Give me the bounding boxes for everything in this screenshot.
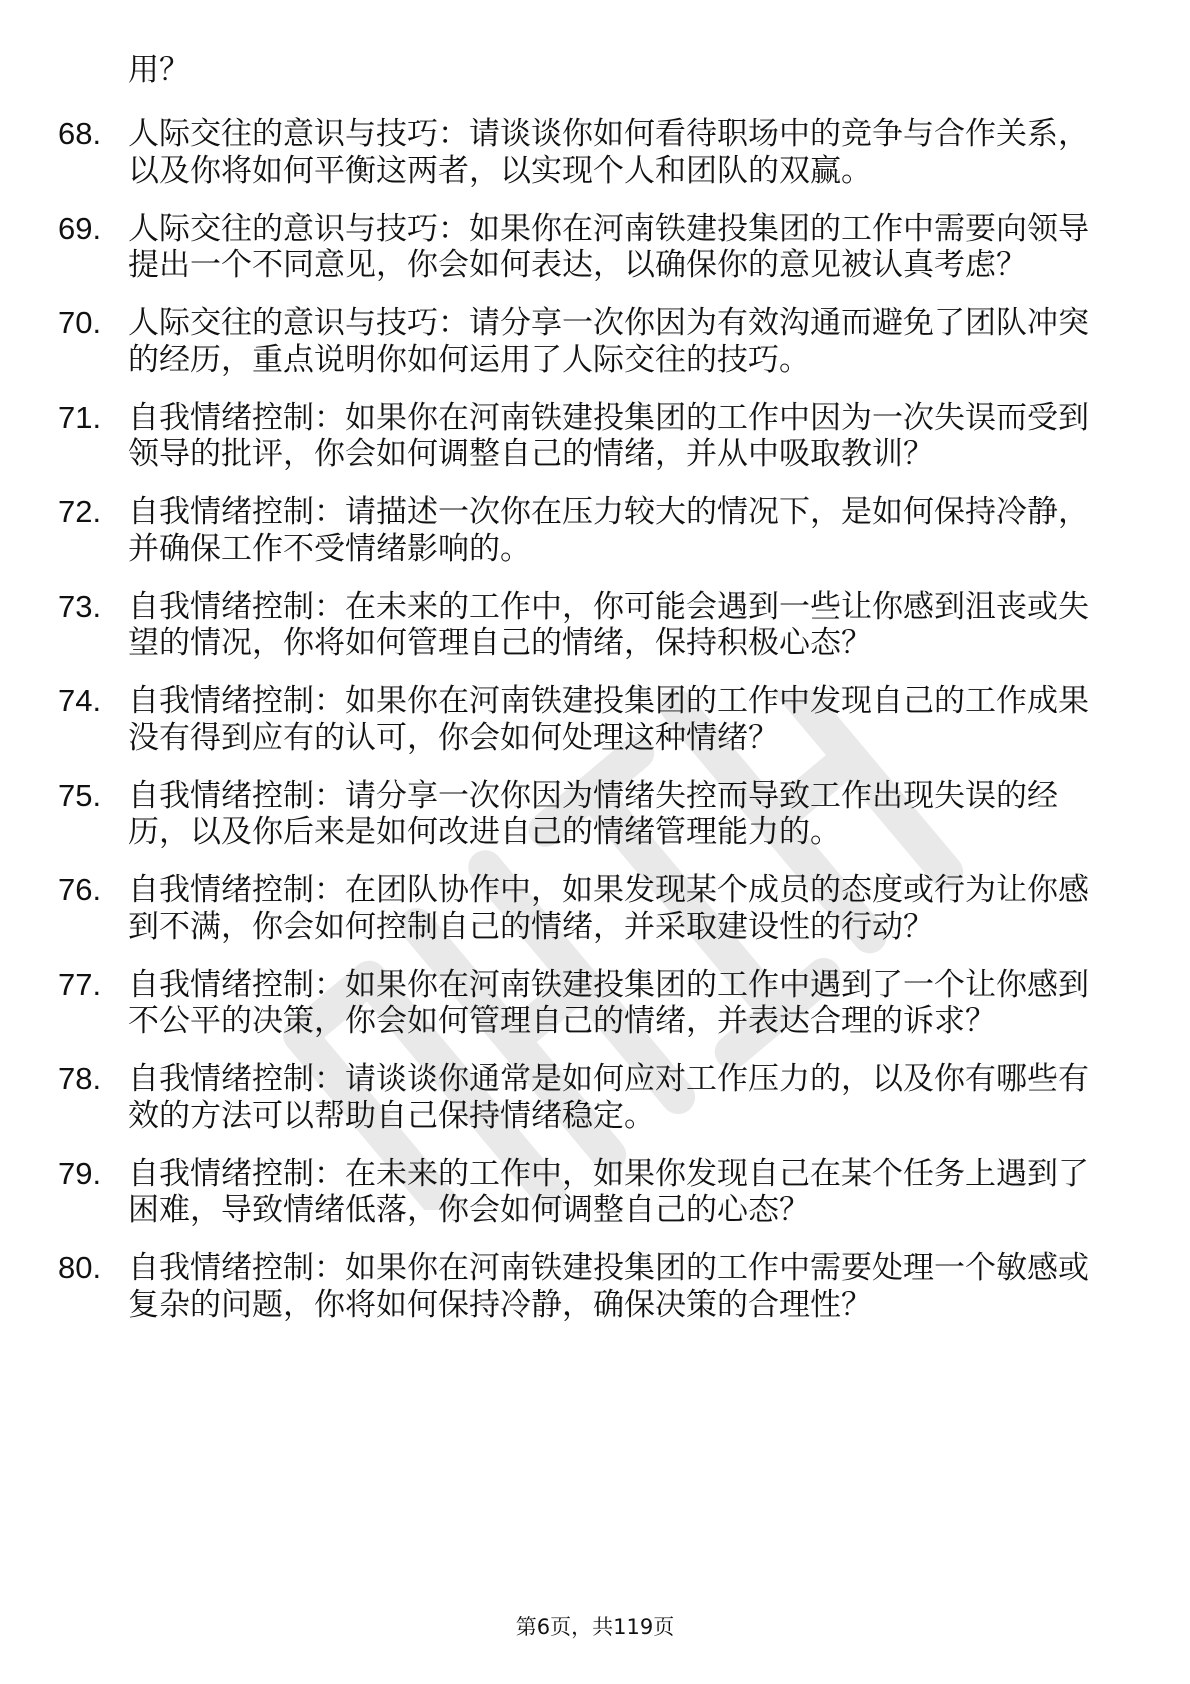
question-text: 自我情绪控制：请谈谈你通常是如何应对工作压力的，以及你有哪些有效的方法可以帮助自己保持情绪稳定。 xyxy=(128,1061,1089,1134)
question-number: 74. xyxy=(58,683,102,718)
question-text: 自我情绪控制：如果你在河南铁建投集团的工作中发现自己的工作成果没有得到应有的认可，你会如何处理这种情绪？ xyxy=(128,683,1089,756)
question-number: 68. xyxy=(58,116,102,151)
question-number: 80. xyxy=(58,1250,102,1285)
question-number: 72. xyxy=(58,494,102,529)
question-text: 人际交往的意识与技巧：请分享一次你因为有效沟通而避免了团队冲突的经历，重点说明你如何运用了人际交往的技巧。 xyxy=(128,305,1089,378)
question-item xyxy=(0,1061,1108,1134)
continuation-text: 用？ xyxy=(128,52,190,88)
question-item xyxy=(0,305,1108,378)
question-item xyxy=(0,778,1108,851)
question-item xyxy=(0,494,1108,567)
question-text: 自我情绪控制：在未来的工作中，你可能会遇到一些让你感到沮丧或失望的情况，你将如何管理自己的情绪，保持积极心态？ xyxy=(128,588,1089,661)
question-item xyxy=(0,400,1108,473)
question-item xyxy=(0,1156,1108,1229)
question-item xyxy=(0,116,1108,189)
question-number: 79. xyxy=(58,1155,102,1191)
question-text: 人际交往的意识与技巧：如果你在河南铁建投集团的工作中需要向领导提出一个不同意见，你会如何表达，以确保你的意见被认真考虑？ xyxy=(128,210,1089,283)
question-text: 自我情绪控制：在未来的工作中，如果你发现自己在某个任务上遇到了困难，导致情绪低落，你会如何调整自己的心态？ xyxy=(128,1155,1089,1228)
question-text: 自我情绪控制：请描述一次你在压力较大的情况下，是如何保持冷静，并确保工作不受情绪影响的。 xyxy=(128,494,1089,567)
question-item xyxy=(0,683,1108,756)
question-item xyxy=(0,872,1108,945)
question-text: 自我情绪控制：如果你在河南铁建投集团的工作中遇到了一个让你感到不公平的决策，你会如何管理自己的情绪，并表达合理的诉求？ xyxy=(128,966,1089,1039)
question-text: 自我情绪控制：如果你在河南铁建投集团的工作中因为一次失误而受到领导的批评，你会如何调整自己的情绪，并从中吸取教训？ xyxy=(128,399,1089,472)
question-list xyxy=(0,116,1190,1345)
question-text: 自我情绪控制：在团队协作中，如果发现某个成员的态度或行为让你感到不满，你会如何控制自己的情绪，并采取建设性的行动？ xyxy=(128,872,1089,945)
page-footer: 第6页，共119页 xyxy=(515,1615,675,1639)
question-number: 73. xyxy=(58,588,102,624)
question-item xyxy=(0,589,1108,662)
question-number: 70. xyxy=(58,305,102,340)
question-item xyxy=(0,967,1108,1040)
question-text: 自我情绪控制：如果你在河南铁建投集团的工作中需要处理一个敏感或复杂的问题，你将如何保持冷静，确保决策的合理性？ xyxy=(128,1250,1089,1323)
question-item xyxy=(0,211,1108,284)
question-number: 76. xyxy=(58,872,102,907)
question-number: 71. xyxy=(58,399,102,435)
question-number: 77. xyxy=(58,966,102,1002)
question-text: 人际交往的意识与技巧：请谈谈你如何看待职场中的竞争与合作关系，以及你将如何平衡这两者，以实现个人和团队的双赢。 xyxy=(128,116,1089,189)
question-text: 自我情绪控制：请分享一次你因为情绪失控而导致工作出现失误的经历，以及你后来是如何改进自己的情绪管理能力的。 xyxy=(128,777,1058,850)
question-number: 75. xyxy=(58,777,102,813)
question-item xyxy=(0,1250,1108,1323)
question-number: 69. xyxy=(58,210,102,246)
question-number: 78. xyxy=(58,1061,102,1096)
